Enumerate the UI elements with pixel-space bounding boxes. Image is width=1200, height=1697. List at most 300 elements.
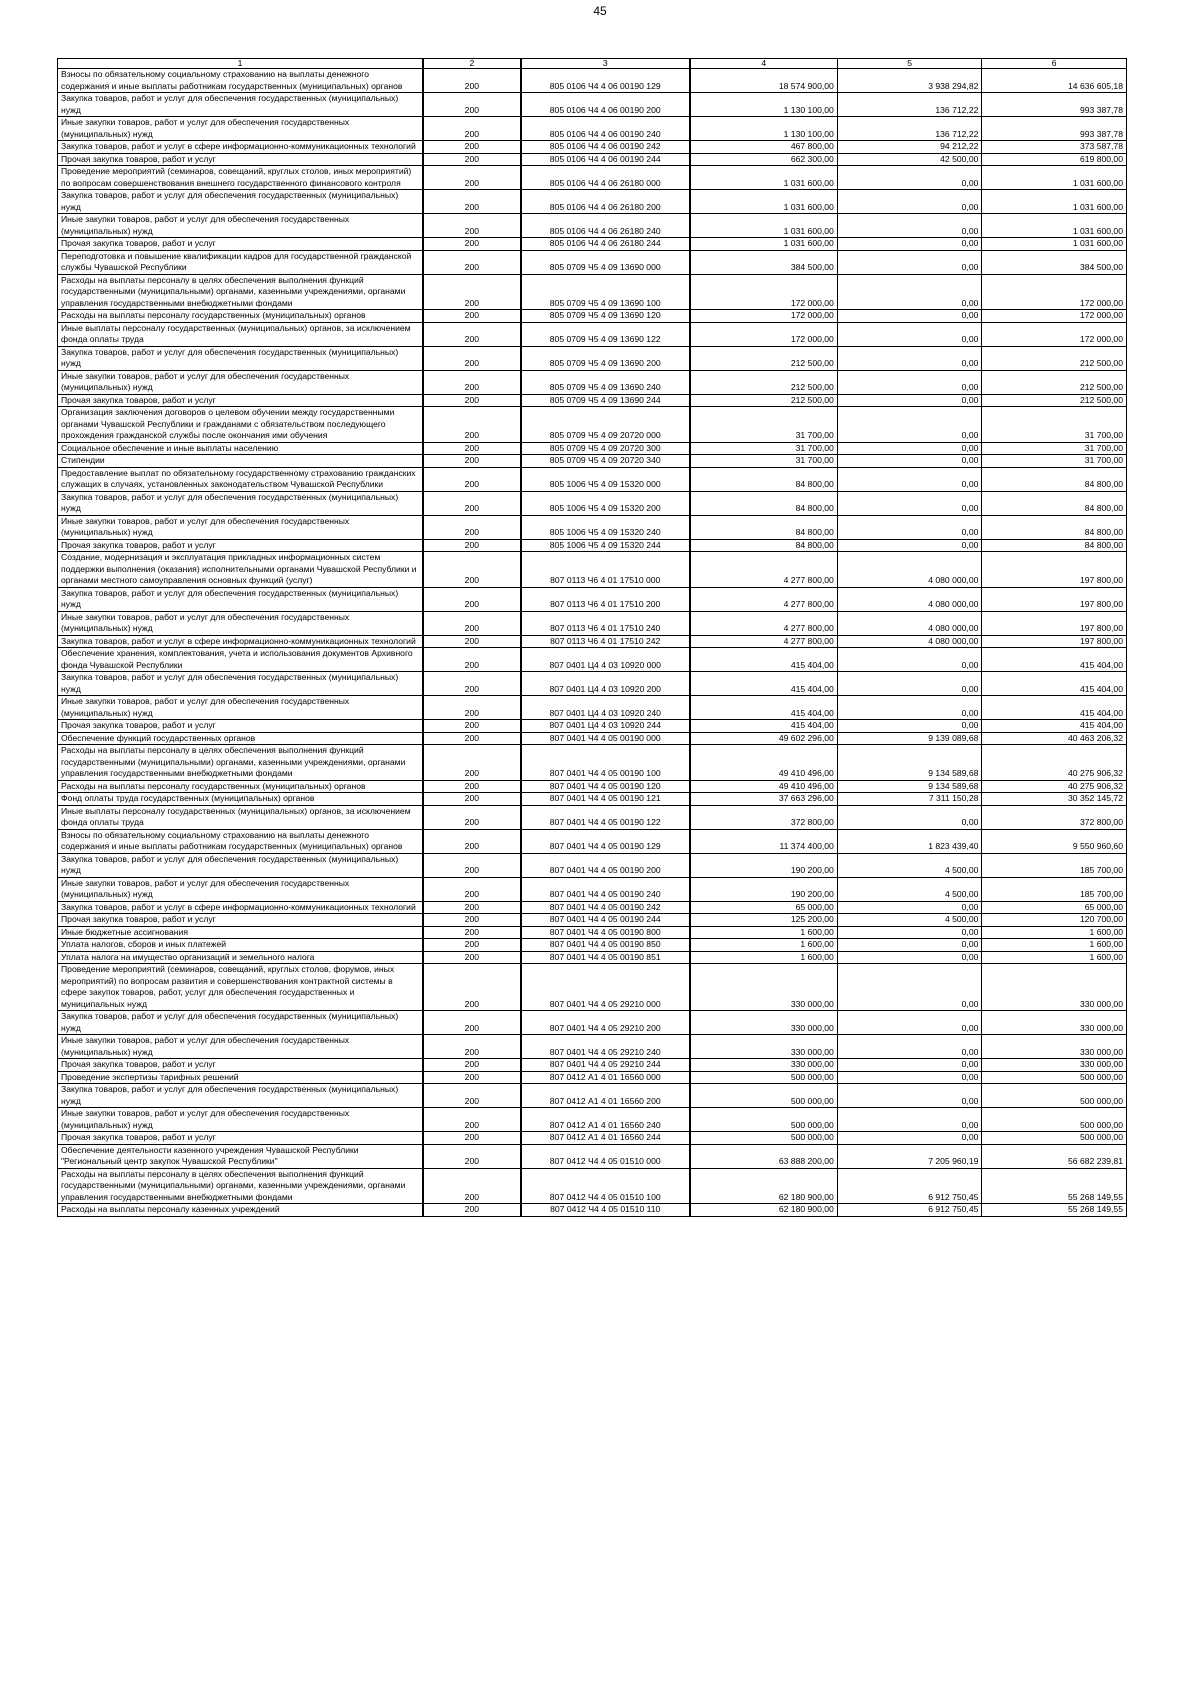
row-budget-code-cell: 807 0412 А1 4 01 16560 000 [521, 1071, 690, 1084]
table-row [58, 190, 1127, 214]
row-approved-amount-cell: 212 500,00 [690, 346, 838, 370]
row-approved-amount-cell: 4 277 800,00 [690, 611, 838, 635]
row-approved-amount-cell: 212 500,00 [690, 394, 838, 407]
row-approved-amount-cell: 62 180 900,00 [690, 1168, 838, 1204]
row-name-cell: Иные закупки товаров, работ и услуг для обеспечения государственных (муниципальных) нужд [58, 611, 423, 635]
header-cell-3: 3 [521, 59, 690, 69]
row-executed-amount-cell: 7 205 960,19 [837, 1144, 982, 1168]
table-row [58, 166, 1127, 190]
table-row [58, 829, 1127, 853]
row-approved-amount-cell: 84 800,00 [690, 467, 838, 491]
row-approved-amount-cell: 31 700,00 [690, 407, 838, 443]
row-executed-amount-cell: 0,00 [837, 1035, 982, 1059]
row-budget-code-cell: 805 0709 Ч5 4 09 13690 244 [521, 394, 690, 407]
table-row [58, 238, 1127, 251]
row-remaining-amount-cell: 84 800,00 [982, 539, 1127, 552]
table-row [58, 926, 1127, 939]
row-approved-amount-cell: 31 700,00 [690, 442, 838, 455]
row-executed-amount-cell: 0,00 [837, 1084, 982, 1108]
row-budget-code-cell: 807 0401 Ц4 4 03 10920 244 [521, 720, 690, 733]
row-executed-amount-cell: 0,00 [837, 1059, 982, 1072]
row-name-cell: Расходы на выплаты персоналу в целях обеспечения выполнения функций государственными (муниципальными) органами, казенными учреждениями, органами управления государственными внебюджетными фондами [58, 274, 423, 310]
row-name-cell: Иные закупки товаров, работ и услуг для обеспечения государственных (муниципальных) нужд [58, 877, 423, 901]
row-executed-amount-cell: 4 080 000,00 [837, 611, 982, 635]
row-admin-code-cell: 200 [423, 442, 521, 455]
row-executed-amount-cell: 0,00 [837, 322, 982, 346]
table-row [58, 720, 1127, 733]
row-budget-code-cell: 807 0401 Ч4 4 05 00190 244 [521, 914, 690, 927]
row-remaining-amount-cell: 55 268 149,55 [982, 1168, 1127, 1204]
row-approved-amount-cell: 415 404,00 [690, 696, 838, 720]
page-number: 45 [593, 4, 607, 18]
row-executed-amount-cell: 0,00 [837, 370, 982, 394]
row-name-cell: Проведение мероприятий (семинаров, совещаний, круглых столов, иных мероприятий) по вопросам совершенствования внешнего государственного финансового контроля [58, 166, 423, 190]
table-row [58, 491, 1127, 515]
row-executed-amount-cell: 0,00 [837, 238, 982, 251]
row-remaining-amount-cell: 500 000,00 [982, 1071, 1127, 1084]
row-name-cell: Организация заключения договоров о целевом обучении между государственными органами Чувашской Республики и гражданами с обязательством последующего прохождения гражданской службы после окончания ими обучения [58, 407, 423, 443]
row-name-cell: Иные закупки товаров, работ и услуг для обеспечения государственных (муниципальных) нужд [58, 1108, 423, 1132]
row-admin-code-cell: 200 [423, 190, 521, 214]
row-remaining-amount-cell: 415 404,00 [982, 720, 1127, 733]
row-budget-code-cell: 805 0106 Ч4 4 06 00190 242 [521, 141, 690, 154]
row-admin-code-cell: 200 [423, 93, 521, 117]
table-row [58, 274, 1127, 310]
table-row [58, 672, 1127, 696]
row-executed-amount-cell: 0,00 [837, 720, 982, 733]
table-row [58, 648, 1127, 672]
row-name-cell: Прочая закупка товаров, работ и услуг [58, 914, 423, 927]
row-name-cell: Иные закупки товаров, работ и услуг для обеспечения государственных (муниципальных) нужд [58, 1035, 423, 1059]
row-remaining-amount-cell: 330 000,00 [982, 1059, 1127, 1072]
row-name-cell: Иные закупки товаров, работ и услуг для обеспечения государственных (муниципальных) нужд [58, 370, 423, 394]
row-remaining-amount-cell: 55 268 149,55 [982, 1204, 1127, 1217]
row-executed-amount-cell: 0,00 [837, 964, 982, 1011]
row-executed-amount-cell: 0,00 [837, 648, 982, 672]
row-name-cell: Закупка товаров, работ и услуг в сфере информационно-коммуникационных технологий [58, 141, 423, 154]
row-admin-code-cell: 200 [423, 853, 521, 877]
table-row [58, 805, 1127, 829]
row-name-cell: Закупка товаров, работ и услуг для обеспечения государственных (муниципальных) нужд [58, 587, 423, 611]
row-budget-code-cell: 807 0412 А1 4 01 16560 244 [521, 1132, 690, 1145]
row-executed-amount-cell: 0,00 [837, 190, 982, 214]
table-row [58, 515, 1127, 539]
row-admin-code-cell: 200 [423, 672, 521, 696]
table-row [58, 587, 1127, 611]
row-executed-amount-cell: 0,00 [837, 672, 982, 696]
row-budget-code-cell: 807 0401 Ч4 4 05 00190 240 [521, 877, 690, 901]
row-name-cell: Иные бюджетные ассигнования [58, 926, 423, 939]
row-budget-code-cell: 805 1006 Ч5 4 09 15320 000 [521, 467, 690, 491]
row-admin-code-cell: 200 [423, 69, 521, 93]
row-budget-code-cell: 805 0106 Ч4 4 06 00190 240 [521, 117, 690, 141]
row-admin-code-cell: 200 [423, 829, 521, 853]
row-admin-code-cell: 200 [423, 1035, 521, 1059]
row-remaining-amount-cell: 31 700,00 [982, 442, 1127, 455]
row-admin-code-cell: 200 [423, 274, 521, 310]
row-budget-code-cell: 807 0401 Ч4 4 05 00190 200 [521, 853, 690, 877]
row-name-cell: Обеспечение функций государственных органов [58, 732, 423, 745]
row-name-cell: Прочая закупка товаров, работ и услуг [58, 1132, 423, 1145]
row-executed-amount-cell: 0,00 [837, 491, 982, 515]
row-approved-amount-cell: 415 404,00 [690, 720, 838, 733]
row-executed-amount-cell: 7 311 150,28 [837, 793, 982, 806]
row-executed-amount-cell: 0,00 [837, 805, 982, 829]
row-executed-amount-cell: 136 712,22 [837, 117, 982, 141]
header-cell-1: 1 [58, 59, 423, 69]
table-row [58, 1035, 1127, 1059]
row-remaining-amount-cell: 500 000,00 [982, 1084, 1127, 1108]
table-row [58, 793, 1127, 806]
row-name-cell: Закупка товаров, работ и услуг для обеспечения государственных (муниципальных) нужд [58, 1011, 423, 1035]
row-remaining-amount-cell: 1 031 600,00 [982, 166, 1127, 190]
row-executed-amount-cell: 0,00 [837, 467, 982, 491]
row-approved-amount-cell: 1 031 600,00 [690, 166, 838, 190]
row-approved-amount-cell: 1 130 100,00 [690, 93, 838, 117]
row-budget-code-cell: 807 0401 Ч4 4 05 00190 122 [521, 805, 690, 829]
row-remaining-amount-cell: 56 682 239,81 [982, 1144, 1127, 1168]
row-admin-code-cell: 200 [423, 635, 521, 648]
row-admin-code-cell: 200 [423, 805, 521, 829]
row-admin-code-cell: 200 [423, 1084, 521, 1108]
row-remaining-amount-cell: 330 000,00 [982, 1035, 1127, 1059]
table-row [58, 455, 1127, 468]
row-approved-amount-cell: 1 031 600,00 [690, 214, 838, 238]
header-row [58, 59, 1127, 69]
row-approved-amount-cell: 500 000,00 [690, 1084, 838, 1108]
row-executed-amount-cell: 0,00 [837, 274, 982, 310]
row-executed-amount-cell: 4 500,00 [837, 914, 982, 927]
row-admin-code-cell: 200 [423, 117, 521, 141]
table-row [58, 407, 1127, 443]
row-name-cell: Прочая закупка товаров, работ и услуг [58, 153, 423, 166]
row-approved-amount-cell: 49 410 496,00 [690, 780, 838, 793]
row-executed-amount-cell: 1 823 439,40 [837, 829, 982, 853]
row-remaining-amount-cell: 372 800,00 [982, 805, 1127, 829]
row-executed-amount-cell: 0,00 [837, 515, 982, 539]
row-approved-amount-cell: 125 200,00 [690, 914, 838, 927]
row-executed-amount-cell: 42 500,00 [837, 153, 982, 166]
row-remaining-amount-cell: 212 500,00 [982, 346, 1127, 370]
row-executed-amount-cell: 9 139 089,68 [837, 732, 982, 745]
row-remaining-amount-cell: 993 387,78 [982, 117, 1127, 141]
row-budget-code-cell: 805 0106 Ч4 4 06 26180 000 [521, 166, 690, 190]
row-admin-code-cell: 200 [423, 491, 521, 515]
row-budget-code-cell: 805 0709 Ч5 4 09 20720 340 [521, 455, 690, 468]
row-remaining-amount-cell: 84 800,00 [982, 491, 1127, 515]
table-row [58, 467, 1127, 491]
row-admin-code-cell: 200 [423, 793, 521, 806]
row-admin-code-cell: 200 [423, 939, 521, 952]
row-name-cell: Расходы на выплаты персоналу государственных (муниципальных) органов [58, 780, 423, 793]
row-remaining-amount-cell: 1 031 600,00 [982, 238, 1127, 251]
row-admin-code-cell: 200 [423, 1132, 521, 1145]
row-admin-code-cell: 200 [423, 696, 521, 720]
row-budget-code-cell: 805 1006 Ч5 4 09 15320 240 [521, 515, 690, 539]
row-remaining-amount-cell: 65 000,00 [982, 901, 1127, 914]
row-name-cell: Расходы на выплаты персоналу в целях обеспечения выполнения функций государственными (муниципальными) органами, казенными учреждениями, органами управления государственными внебюджетными фондами [58, 1168, 423, 1204]
table-row [58, 1168, 1127, 1204]
row-admin-code-cell: 200 [423, 951, 521, 964]
row-admin-code-cell: 200 [423, 346, 521, 370]
table-row [58, 394, 1127, 407]
row-approved-amount-cell: 172 000,00 [690, 322, 838, 346]
row-approved-amount-cell: 467 800,00 [690, 141, 838, 154]
row-executed-amount-cell: 4 080 000,00 [837, 552, 982, 588]
table-row [58, 939, 1127, 952]
row-budget-code-cell: 807 0401 Ч4 4 05 00190 121 [521, 793, 690, 806]
row-executed-amount-cell: 0,00 [837, 346, 982, 370]
row-remaining-amount-cell: 212 500,00 [982, 370, 1127, 394]
row-remaining-amount-cell: 1 600,00 [982, 939, 1127, 952]
table-row [58, 310, 1127, 323]
row-approved-amount-cell: 172 000,00 [690, 274, 838, 310]
row-executed-amount-cell: 9 134 589,68 [837, 745, 982, 781]
row-admin-code-cell: 200 [423, 515, 521, 539]
row-admin-code-cell: 200 [423, 141, 521, 154]
row-budget-code-cell: 805 1006 Ч5 4 09 15320 200 [521, 491, 690, 515]
row-executed-amount-cell: 0,00 [837, 455, 982, 468]
row-admin-code-cell: 200 [423, 1204, 521, 1217]
table-row [58, 322, 1127, 346]
row-remaining-amount-cell: 415 404,00 [982, 672, 1127, 696]
row-budget-code-cell: 807 0412 Ч4 4 05 01510 100 [521, 1168, 690, 1204]
table-row [58, 117, 1127, 141]
budget-table [57, 58, 1127, 1217]
row-budget-code-cell: 805 1006 Ч5 4 09 15320 244 [521, 539, 690, 552]
row-remaining-amount-cell: 14 636 605,18 [982, 69, 1127, 93]
row-budget-code-cell: 807 0412 А1 4 01 16560 240 [521, 1108, 690, 1132]
row-approved-amount-cell: 31 700,00 [690, 455, 838, 468]
table-row [58, 250, 1127, 274]
table-row [58, 1144, 1127, 1168]
row-name-cell: Стипендии [58, 455, 423, 468]
row-remaining-amount-cell: 30 352 145,72 [982, 793, 1127, 806]
row-admin-code-cell: 200 [423, 1059, 521, 1072]
row-approved-amount-cell: 190 200,00 [690, 877, 838, 901]
row-admin-code-cell: 200 [423, 901, 521, 914]
row-approved-amount-cell: 84 800,00 [690, 515, 838, 539]
row-approved-amount-cell: 330 000,00 [690, 1059, 838, 1072]
row-name-cell: Предоставление выплат по обязательному государственному страхованию гражданских служащих в случаях, установленных законодательством Чувашской Республики [58, 467, 423, 491]
row-budget-code-cell: 805 0709 Ч5 4 09 13690 120 [521, 310, 690, 323]
row-executed-amount-cell: 6 912 750,45 [837, 1168, 982, 1204]
row-name-cell: Проведение мероприятий (семинаров, совещаний, круглых столов, форумов, иных мероприятий) по вопросам развития и совершенствования контрактной системы в сфере закупок товаров, работ, услуг для обеспечения государственных и муниципальных нужд [58, 964, 423, 1011]
row-budget-code-cell: 805 0106 Ч4 4 06 26180 244 [521, 238, 690, 251]
row-budget-code-cell: 807 0113 Ч6 4 01 17510 242 [521, 635, 690, 648]
row-approved-amount-cell: 84 800,00 [690, 539, 838, 552]
row-budget-code-cell: 807 0401 Ч4 4 05 00190 000 [521, 732, 690, 745]
row-budget-code-cell: 807 0401 Ч4 4 05 00190 850 [521, 939, 690, 952]
table-row [58, 1071, 1127, 1084]
row-remaining-amount-cell: 197 800,00 [982, 587, 1127, 611]
row-budget-code-cell: 807 0412 Ч4 4 05 01510 110 [521, 1204, 690, 1217]
table-row [58, 853, 1127, 877]
row-approved-amount-cell: 1 600,00 [690, 951, 838, 964]
row-admin-code-cell: 200 [423, 539, 521, 552]
row-admin-code-cell: 200 [423, 964, 521, 1011]
table-row [58, 964, 1127, 1011]
row-budget-code-cell: 805 0106 Ч4 4 06 26180 200 [521, 190, 690, 214]
table-row [58, 539, 1127, 552]
row-admin-code-cell: 200 [423, 732, 521, 745]
row-budget-code-cell: 805 0709 Ч5 4 09 13690 200 [521, 346, 690, 370]
table-row [58, 1204, 1127, 1217]
row-executed-amount-cell: 6 912 750,45 [837, 1204, 982, 1217]
row-remaining-amount-cell: 197 800,00 [982, 611, 1127, 635]
row-executed-amount-cell: 0,00 [837, 394, 982, 407]
row-remaining-amount-cell: 9 550 960,60 [982, 829, 1127, 853]
row-approved-amount-cell: 1 600,00 [690, 926, 838, 939]
header-cell-2: 2 [423, 59, 521, 69]
table-row [58, 1084, 1127, 1108]
row-admin-code-cell: 200 [423, 1144, 521, 1168]
row-approved-amount-cell: 415 404,00 [690, 648, 838, 672]
row-name-cell: Иные закупки товаров, работ и услуг для обеспечения государственных (муниципальных) нужд [58, 214, 423, 238]
row-approved-amount-cell: 1 600,00 [690, 939, 838, 952]
row-budget-code-cell: 805 0709 Ч5 4 09 13690 000 [521, 250, 690, 274]
row-budget-code-cell: 805 0709 Ч5 4 09 20720 000 [521, 407, 690, 443]
row-executed-amount-cell: 4 080 000,00 [837, 635, 982, 648]
row-name-cell: Закупка товаров, работ и услуг для обеспечения государственных (муниципальных) нужд [58, 672, 423, 696]
table-row [58, 914, 1127, 927]
row-approved-amount-cell: 372 800,00 [690, 805, 838, 829]
row-admin-code-cell: 200 [423, 407, 521, 443]
row-budget-code-cell: 805 0709 Ч5 4 09 13690 122 [521, 322, 690, 346]
row-admin-code-cell: 200 [423, 310, 521, 323]
row-admin-code-cell: 200 [423, 1168, 521, 1204]
table-row [58, 93, 1127, 117]
row-approved-amount-cell: 65 000,00 [690, 901, 838, 914]
table-row [58, 442, 1127, 455]
row-name-cell: Закупка товаров, работ и услуг для обеспечения государственных (муниципальных) нужд [58, 93, 423, 117]
row-budget-code-cell: 807 0401 Ч4 4 05 00190 242 [521, 901, 690, 914]
row-name-cell: Прочая закупка товаров, работ и услуг [58, 394, 423, 407]
row-remaining-amount-cell: 172 000,00 [982, 322, 1127, 346]
row-remaining-amount-cell: 1 031 600,00 [982, 190, 1127, 214]
row-admin-code-cell: 200 [423, 780, 521, 793]
row-name-cell: Прочая закупка товаров, работ и услуг [58, 539, 423, 552]
table-row [58, 346, 1127, 370]
row-budget-code-cell: 807 0401 Ц4 4 03 10920 000 [521, 648, 690, 672]
table-row [58, 1132, 1127, 1145]
row-budget-code-cell: 807 0401 Ч4 4 05 29210 200 [521, 1011, 690, 1035]
row-name-cell: Прочая закупка товаров, работ и услуг [58, 1059, 423, 1072]
row-remaining-amount-cell: 40 275 906,32 [982, 745, 1127, 781]
row-approved-amount-cell: 49 602 296,00 [690, 732, 838, 745]
row-executed-amount-cell: 136 712,22 [837, 93, 982, 117]
row-name-cell: Фонд оплаты труда государственных (муниципальных) органов [58, 793, 423, 806]
row-approved-amount-cell: 4 277 800,00 [690, 587, 838, 611]
row-admin-code-cell: 200 [423, 552, 521, 588]
row-admin-code-cell: 200 [423, 648, 521, 672]
row-executed-amount-cell: 3 938 294,82 [837, 69, 982, 93]
row-name-cell: Уплата налогов, сборов и иных платежей [58, 939, 423, 952]
row-executed-amount-cell: 0,00 [837, 539, 982, 552]
row-approved-amount-cell: 11 374 400,00 [690, 829, 838, 853]
table-row [58, 141, 1127, 154]
table-row [58, 153, 1127, 166]
row-approved-amount-cell: 384 500,00 [690, 250, 838, 274]
table-row [58, 69, 1127, 93]
row-remaining-amount-cell: 185 700,00 [982, 853, 1127, 877]
row-executed-amount-cell: 0,00 [837, 939, 982, 952]
row-name-cell: Иные выплаты персоналу государственных (муниципальных) органов, за исключением фонда оплаты труда [58, 805, 423, 829]
row-executed-amount-cell: 0,00 [837, 1011, 982, 1035]
row-name-cell: Прочая закупка товаров, работ и услуг [58, 238, 423, 251]
row-executed-amount-cell: 4 500,00 [837, 877, 982, 901]
row-name-cell: Иные закупки товаров, работ и услуг для обеспечения государственных (муниципальных) нужд [58, 117, 423, 141]
row-name-cell: Социальное обеспечение и иные выплаты населению [58, 442, 423, 455]
header-cell-4: 4 [690, 59, 838, 69]
row-remaining-amount-cell: 31 700,00 [982, 407, 1127, 443]
row-approved-amount-cell: 172 000,00 [690, 310, 838, 323]
row-admin-code-cell: 200 [423, 166, 521, 190]
table-row [58, 696, 1127, 720]
row-remaining-amount-cell: 373 587,78 [982, 141, 1127, 154]
row-admin-code-cell: 200 [423, 1071, 521, 1084]
row-executed-amount-cell: 9 134 589,68 [837, 780, 982, 793]
table-row [58, 951, 1127, 964]
row-name-cell: Закупка товаров, работ и услуг для обеспечения государственных (муниципальных) нужд [58, 346, 423, 370]
row-approved-amount-cell: 190 200,00 [690, 853, 838, 877]
row-remaining-amount-cell: 1 031 600,00 [982, 214, 1127, 238]
row-admin-code-cell: 200 [423, 877, 521, 901]
row-approved-amount-cell: 1 031 600,00 [690, 238, 838, 251]
header-cell-5: 5 [837, 59, 982, 69]
row-remaining-amount-cell: 120 700,00 [982, 914, 1127, 927]
row-name-cell: Расходы на выплаты персоналу государственных (муниципальных) органов [58, 310, 423, 323]
row-approved-amount-cell: 1 130 100,00 [690, 117, 838, 141]
row-budget-code-cell: 807 0401 Ч4 4 05 29210 240 [521, 1035, 690, 1059]
table-row [58, 901, 1127, 914]
row-approved-amount-cell: 49 410 496,00 [690, 745, 838, 781]
row-name-cell: Закупка товаров, работ и услуг для обеспечения государственных (муниципальных) нужд [58, 491, 423, 515]
row-approved-amount-cell: 63 888 200,00 [690, 1144, 838, 1168]
row-name-cell: Расходы на выплаты персоналу в целях обеспечения выполнения функций государственными (муниципальными) органами, казенными учреждениями, органами управления государственными внебюджетными фондами [58, 745, 423, 781]
row-remaining-amount-cell: 384 500,00 [982, 250, 1127, 274]
row-executed-amount-cell: 4 080 000,00 [837, 587, 982, 611]
row-budget-code-cell: 807 0401 Ч4 4 05 00190 851 [521, 951, 690, 964]
row-remaining-amount-cell: 197 800,00 [982, 635, 1127, 648]
table-row [58, 1108, 1127, 1132]
row-admin-code-cell: 200 [423, 250, 521, 274]
row-remaining-amount-cell: 330 000,00 [982, 964, 1127, 1011]
row-admin-code-cell: 200 [423, 455, 521, 468]
row-budget-code-cell: 807 0401 Ч4 4 05 00190 100 [521, 745, 690, 781]
row-executed-amount-cell: 0,00 [837, 1132, 982, 1145]
row-budget-code-cell: 807 0113 Ч6 4 01 17510 200 [521, 587, 690, 611]
row-budget-code-cell: 805 0709 Ч5 4 09 13690 240 [521, 370, 690, 394]
row-executed-amount-cell: 94 212,22 [837, 141, 982, 154]
header-cell-6: 6 [982, 59, 1127, 69]
row-name-cell: Взносы по обязательному социальному страхованию на выплаты денежного содержания и иные выплаты работникам государственных (муниципальных) органов [58, 69, 423, 93]
row-executed-amount-cell: 0,00 [837, 166, 982, 190]
row-approved-amount-cell: 4 277 800,00 [690, 552, 838, 588]
row-name-cell: Закупка товаров, работ и услуг для обеспечения государственных (муниципальных) нужд [58, 190, 423, 214]
row-remaining-amount-cell: 500 000,00 [982, 1108, 1127, 1132]
row-approved-amount-cell: 62 180 900,00 [690, 1204, 838, 1217]
table-row [58, 552, 1127, 588]
row-budget-code-cell: 807 0412 Ч4 4 05 01510 000 [521, 1144, 690, 1168]
row-admin-code-cell: 200 [423, 926, 521, 939]
row-name-cell: Расходы на выплаты персоналу казенных учреждений [58, 1204, 423, 1217]
row-admin-code-cell: 200 [423, 720, 521, 733]
row-remaining-amount-cell: 31 700,00 [982, 455, 1127, 468]
row-approved-amount-cell: 212 500,00 [690, 370, 838, 394]
row-approved-amount-cell: 662 300,00 [690, 153, 838, 166]
row-budget-code-cell: 807 0401 Ч4 4 05 00190 129 [521, 829, 690, 853]
